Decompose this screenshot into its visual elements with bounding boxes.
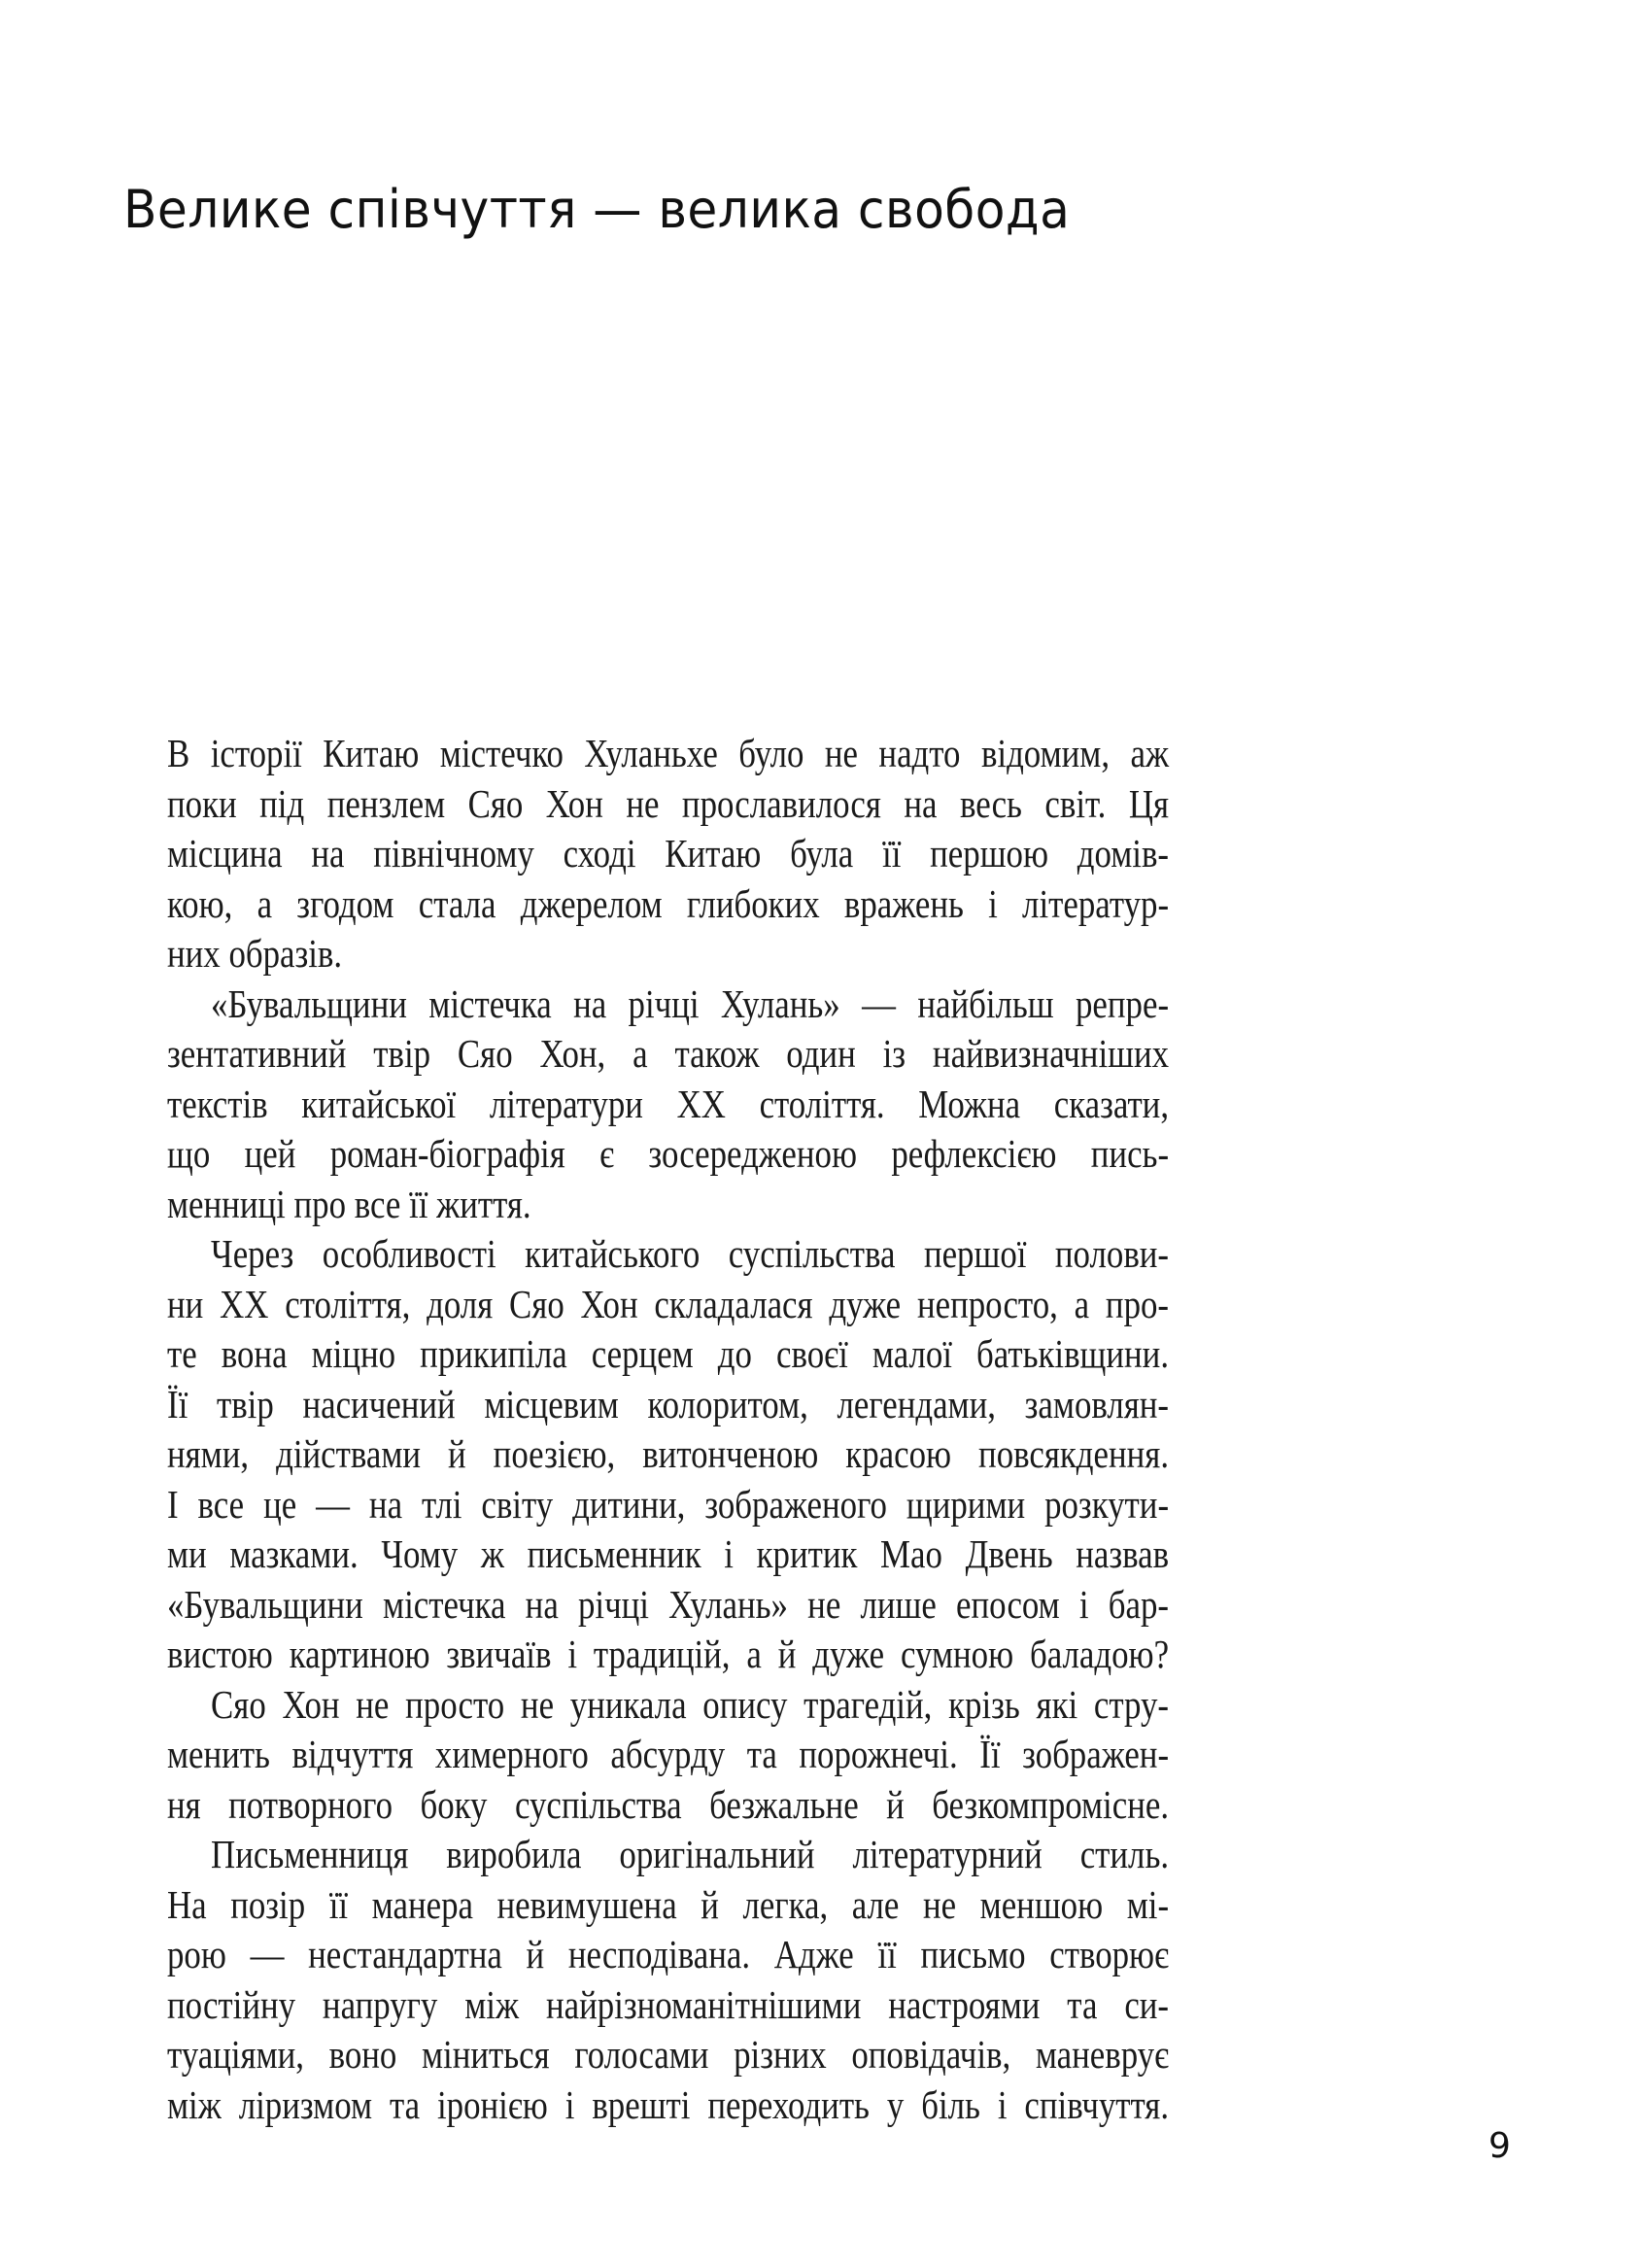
paragraph (167, 1830, 1169, 2130)
text-line: ми мазками. Чому ж письменник і критик Мао Двень назвав (167, 1531, 1170, 1576)
text-line: «Бувальщини містечка на річці Хулань» не лише епосом і бар- (167, 1581, 1170, 1627)
paragraph (167, 979, 1169, 1230)
chapter-title: Велике співчуття — велика свобода (123, 179, 1071, 241)
text-line: менниці про все її життя. (167, 1181, 531, 1226)
paragraph (167, 1229, 1169, 1680)
text-line: зентативний твір Сяо Хон, а також один із найвизначніших (167, 1031, 1170, 1076)
text-line: поки під пензлем Сяо Хон не прославилося на весь світ. Ця (167, 780, 1170, 826)
text-line: рою — нестандартна й несподівана. Адже її письмо створює (167, 1932, 1170, 1976)
text-line: На позір її манера невимушена й легка, але не меншою мі- (167, 1881, 1170, 1927)
text-line: Її твір насичений місцевим колоритом, легендами, замовлян- (167, 1381, 1170, 1426)
text-line: Письменниця виробила оригінальний літературний стиль. (211, 1832, 1170, 1876)
text-line: них образів. (167, 931, 343, 976)
text-line: ня потворного боку суспільства безжальне й безкомпромісне. (167, 1781, 1170, 1827)
text-line: В історії Китаю містечко Хуланьхе було не надто відомим, аж (167, 731, 1170, 775)
body-text (167, 729, 1169, 2130)
text-line: І все це — на тлі світу дитини, зображеного щирими розкути- (167, 1481, 1170, 1527)
text-line: постійну напругу між найрізноманітнішими настроями та си- (167, 1981, 1170, 2027)
paragraph (167, 729, 1169, 979)
page-number: 9 (1488, 2126, 1511, 2166)
text-line: місцина на північному сході Китаю була її першою домів- (167, 831, 1170, 876)
text-line: текстів китайської літератури XX століття. Можна сказати, (167, 1081, 1170, 1126)
text-line: кою, а згодом стала джерелом глибоких вражень і літератур- (167, 880, 1170, 926)
text-line: ни XX століття, доля Сяо Хон складалася дуже непросто, а про- (167, 1281, 1170, 1326)
text-line: між ліризмом та іронією і врешті переходить у біль і співчуття. (167, 2081, 1170, 2127)
text-line: нями, дійствами й поезією, витонченою красою повсякдення. (167, 1431, 1170, 1476)
text-line: що цей роман-біографія є зосередженою рефлексією пись- (167, 1131, 1170, 1176)
text-line: туаціями, воно міниться голосами різних оповідачів, маневрує (167, 2032, 1170, 2077)
text-line: те вона міцно прикипіла серцем до своєї малої батьківщини. (167, 1331, 1170, 1376)
paragraph (167, 1680, 1169, 1831)
text-line: вистою картиною звичаїв і традицій, а й дуже сумною баладою? (167, 1632, 1170, 1676)
text-line: «Бувальщини містечка на річці Хулань» — найбільш репре- (211, 980, 1170, 1026)
text-line: менить відчуття химерного абсурду та порожнечі. Її зображен- (167, 1732, 1170, 1776)
text-line: Сяо Хон не просто не уникала опису трагедій, крізь які стру- (211, 1681, 1170, 1727)
text-line: Через особливості китайського суспільства першої полови- (211, 1231, 1170, 1276)
